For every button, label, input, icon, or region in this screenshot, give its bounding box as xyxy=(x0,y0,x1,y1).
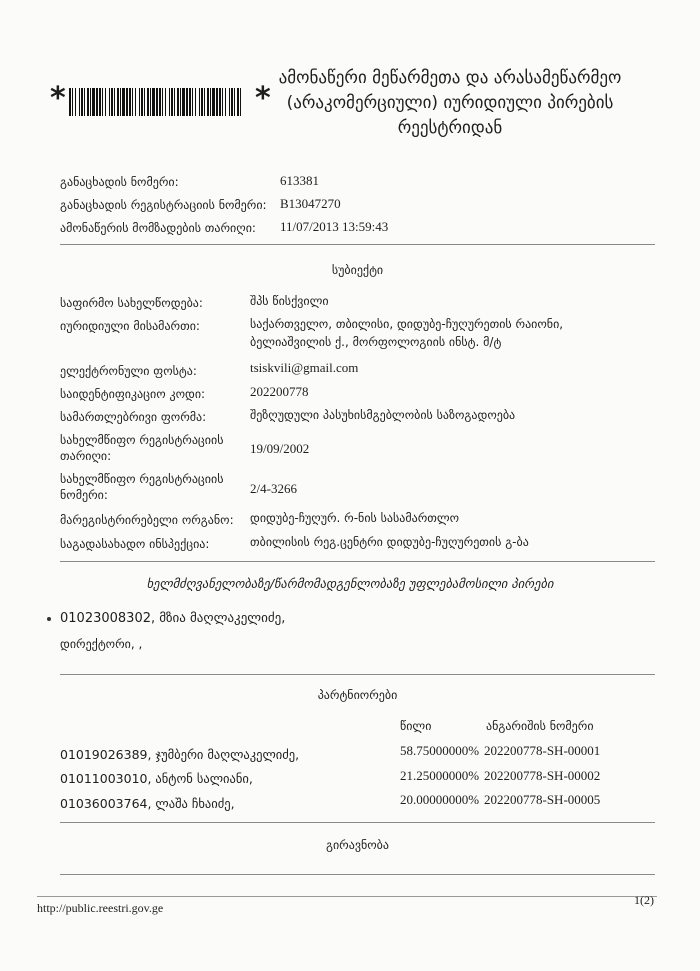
barcode-bar xyxy=(129,88,131,116)
email-value: tsiskvili@gmail.com xyxy=(250,360,359,375)
barcode-bar xyxy=(126,88,128,116)
barcode-bar xyxy=(96,88,98,116)
subject-section-title: სუბიექტი xyxy=(331,263,384,277)
divider xyxy=(60,244,655,245)
barcode-bar xyxy=(79,88,80,116)
legal-form-value: შეზღუდული პასუხისმგებლობის საზოგადოება xyxy=(250,408,516,422)
account-column-header: ანგარიშის ნომერი xyxy=(486,719,594,733)
partner-account: 202200778-SH-00005 xyxy=(484,792,601,807)
partner-name: 01019026389, ჯუმბერი მაღლაკელიძე, xyxy=(60,747,300,762)
barcode-bar xyxy=(147,88,149,116)
barcode-bar xyxy=(141,88,143,116)
page-number: 1(2) xyxy=(634,893,654,907)
barcode-bar xyxy=(186,88,188,116)
document-title xyxy=(270,66,630,141)
barcode-bar xyxy=(212,88,215,116)
bullet xyxy=(47,617,51,621)
partner-share: 20.00000000% xyxy=(400,792,480,807)
barcode-bar xyxy=(159,88,161,116)
state-reg-date-value: 19/09/2002 xyxy=(250,441,310,456)
barcode-bar xyxy=(99,88,101,116)
partner-account: 202200778-SH-00002 xyxy=(484,768,601,783)
barcode-bar xyxy=(152,88,155,116)
barcode-bar xyxy=(84,88,85,116)
partner-share: 21.25000000% xyxy=(400,768,480,783)
legal-address-label: იურიდიული მისამართი: xyxy=(60,319,200,333)
barcode-bar xyxy=(237,88,239,116)
id-code-label: საიდენტიფიკაციო კოდი: xyxy=(60,387,206,401)
application-number-label: განაცხადის ნომერი: xyxy=(60,175,179,189)
barcode-bar xyxy=(122,88,125,116)
barcode-bar xyxy=(207,88,209,116)
barcode-bar xyxy=(111,88,113,116)
barcode-bar xyxy=(199,88,200,116)
registering-body-label: მარეგისტრირებელი ორგანო: xyxy=(60,513,234,527)
barcode-bar xyxy=(192,88,193,116)
legal-address-value-line2: ბელიაშვილის ქ., მორფოლოგიის ინსტ. მ/ტ xyxy=(250,335,502,349)
legal-address-value-line1: საქართველო, თბილისი, დიდუბე-ჩუღურეთის რაიონი, xyxy=(250,317,564,331)
state-reg-number-label-2: ნომერი: xyxy=(60,488,108,502)
preparation-date-label: ამონაწერის მომზადების თარიღი: xyxy=(60,221,256,235)
divider xyxy=(60,874,655,875)
preparation-date-value: 11/07/2013 13:59:43 xyxy=(280,219,389,234)
barcode-bar xyxy=(72,88,73,116)
barcode-bar xyxy=(135,88,136,116)
barcode-image xyxy=(55,86,255,118)
state-reg-date-label-2: თარიღი: xyxy=(60,449,112,463)
barcode-bar xyxy=(114,88,115,116)
barcode-bar xyxy=(75,88,76,116)
representatives-title: ხელმძღვანელობაზე/წარმომადგენლობაზე უფლებამოსილი პირები xyxy=(146,576,554,591)
barcode-bar xyxy=(229,88,230,116)
tax-inspection-value: თბილისის რეგ.ცენტრი დიდუბე-ჩუღურეთის გ-ბა xyxy=(250,535,529,549)
legal-form-label: სამართლებრივი ფორმა: xyxy=(60,410,207,424)
registering-body-value: დიდუბე-ჩუღურ. რ-ნის სასამართლო xyxy=(250,511,460,525)
barcode-bar xyxy=(231,88,233,116)
barcode-bar xyxy=(120,88,121,116)
share-column-header: წილი xyxy=(400,719,432,733)
barcode-bar xyxy=(240,88,241,116)
barcode-bar xyxy=(117,88,119,116)
barcode-bar xyxy=(90,88,91,116)
barcode-bar xyxy=(87,88,89,116)
barcode-bar xyxy=(109,88,110,116)
barcode-bar xyxy=(92,88,95,116)
pledge-title: გირავნობა xyxy=(326,838,389,852)
company-name-label: საფირმო სახელწოდება: xyxy=(60,296,203,310)
barcode-bar xyxy=(234,88,235,116)
id-code-value: 202200778 xyxy=(250,384,309,399)
state-reg-number-label: სახელმწიფო რეგისტრაციის xyxy=(60,472,224,486)
footer-url: http://public.reestri.gov.ge xyxy=(37,901,164,915)
partner-name: 01036003764, ლაშა ჩხაიძე, xyxy=(60,796,235,811)
barcode-star-left: * xyxy=(50,81,66,116)
tax-inspection-label: საგადასახადო ინსპექცია: xyxy=(60,537,210,551)
barcode-bar xyxy=(169,88,170,116)
representative-line2: დირექტორი, , xyxy=(60,637,143,651)
barcode-bar xyxy=(204,88,205,116)
barcode-bar xyxy=(171,88,173,116)
barcode-bar xyxy=(189,88,191,116)
representative-line1: 01023008302, მზია მაღლაკელიძე, xyxy=(60,611,286,626)
barcode-bar xyxy=(216,88,218,116)
barcode-bar xyxy=(102,88,103,116)
barcode-bar xyxy=(201,88,203,116)
footer-divider xyxy=(37,896,657,897)
barcode-bar xyxy=(139,88,140,116)
partner-name: 01011003010, ანტონ სალიანი, xyxy=(60,771,253,786)
company-name-value: შპს წისქვილი xyxy=(250,294,329,308)
partner-share: 58.75000000% xyxy=(400,743,480,758)
divider xyxy=(60,561,655,562)
barcode-bar xyxy=(150,88,151,116)
title-line-1: ამონაწერი მეწარმეთა და არასამეწარმეო xyxy=(278,68,622,88)
registration-number-value: B13047270 xyxy=(280,196,341,211)
barcode-star-right: * xyxy=(255,81,271,116)
barcode-bar xyxy=(81,88,83,116)
title-line-3: რეესტრიდან xyxy=(397,118,503,138)
barcode-bar xyxy=(156,88,158,116)
barcode-bar xyxy=(177,88,179,116)
partners-title: პარტნიორები xyxy=(317,688,398,702)
partner-account: 202200778-SH-00001 xyxy=(484,743,601,758)
title-line-2: (არაკომერციული) იურიდიული პირების xyxy=(286,93,614,113)
barcode-bar xyxy=(105,88,106,116)
state-reg-date-label: სახელმწიფო რეგისტრაციის xyxy=(60,433,224,447)
divider xyxy=(60,822,655,823)
email-label: ელექტრონული ფოსტა: xyxy=(60,364,197,378)
barcode-bar xyxy=(225,88,226,116)
state-reg-number-value: 2/4-3266 xyxy=(250,481,297,496)
barcode-bar xyxy=(174,88,175,116)
barcode-bar xyxy=(144,88,145,116)
barcode-bar xyxy=(69,88,71,116)
barcode-bar xyxy=(182,88,185,116)
barcode-bar xyxy=(132,88,133,116)
divider xyxy=(60,674,655,675)
barcode-bar xyxy=(180,88,181,116)
registration-number-label: განაცხადის რეგისტრაციის ნომერი: xyxy=(60,198,267,212)
barcode-bar xyxy=(165,88,166,116)
application-number-value: 613381 xyxy=(280,173,319,188)
barcode-bar xyxy=(222,88,223,116)
barcode-bar xyxy=(162,88,163,116)
barcode-bar xyxy=(210,88,211,116)
barcode-bar xyxy=(195,88,196,116)
barcode-bar xyxy=(219,88,221,116)
